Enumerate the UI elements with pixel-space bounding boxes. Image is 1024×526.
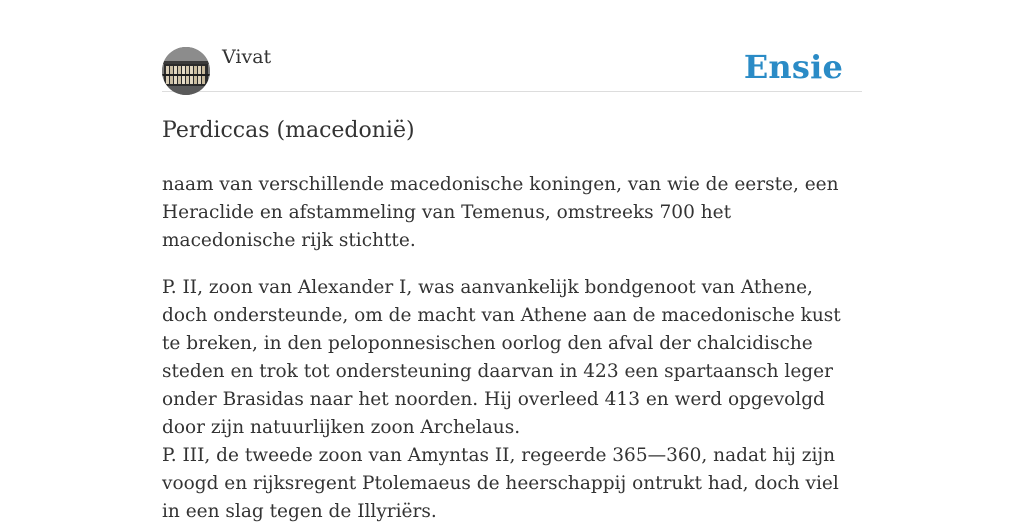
username-link[interactable]: Vivat <box>222 46 272 68</box>
article-body <box>162 274 862 526</box>
page-container <box>162 0 862 526</box>
body-paragraph: P. II, zoon van Alexander I, was aanvankelijk bondgenoot van Athene, doch ondersteunde, om de macht van Athene aan de macedonische kust te breken, in den peloponnesischen oorlog den afval der chalcidische steden en trok tot ondersteuning daarvan in 423 een spartaansch leger onder Brasidas naar het noorden. Hij overleed 413 en werd opgevolgd door zijn natuurlijken zoon Archelaus. <box>162 277 841 438</box>
header <box>162 0 862 92</box>
library-bookshelf-icon <box>162 47 210 95</box>
ensie-logo[interactable]: Ensie <box>743 48 843 86</box>
page-title: Perdiccas (macedonië) <box>162 118 415 143</box>
definition-paragraph: naam van verschillende macedonische koningen, van wie de eerste, een Heraclide en afstammeling van Temenus, omstreeks 700 het macedonische rijk stichtte. <box>162 174 839 251</box>
avatar[interactable] <box>162 47 210 95</box>
body-paragraph: P. III, de tweede zoon van Amyntas II, regeerde 365—360, nadat hij zijn voogd en rijksregent Ptolemaeus de heerschappij ontrukt had, doch viel in een slag tegen de Illyriërs. <box>162 445 839 522</box>
